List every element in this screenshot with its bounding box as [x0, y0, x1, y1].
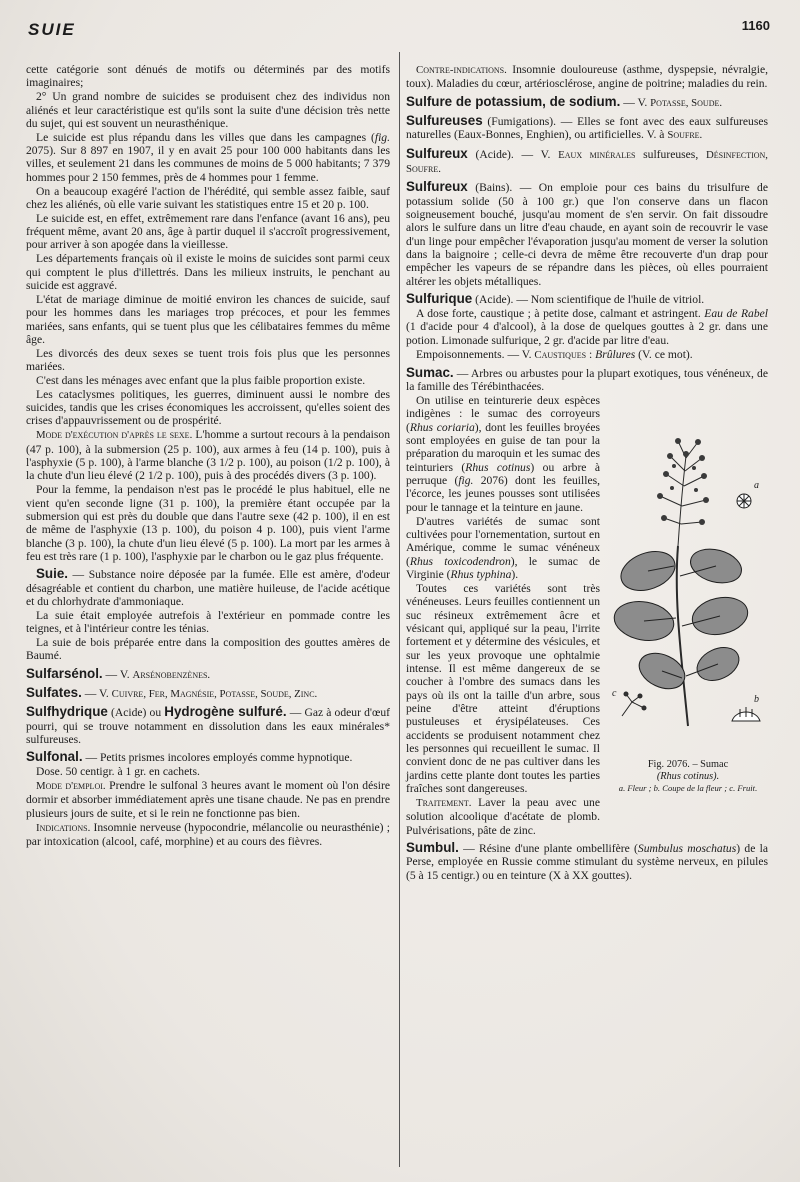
cross-reference: Eaux minérales [558, 148, 636, 161]
cross-reference: Désinfection, Soufre. [406, 148, 769, 176]
entry-suie: Suie. — Substance noire déposée par la fumée. Elle est amère, d'odeur désagréable et contient du charbon, une matière huileuse, de l'acide acétique et du chlorhydrate d'ammoniaque. [26, 566, 390, 608]
left-column [26, 63, 390, 849]
cross-reference: Arsénobenzènes. [132, 668, 211, 681]
entry-sulfureuses: Sulfureuses (Fumigations). — Elles se font avec des eaux sulfureuses naturelles (Eaux-Bonnes, Enghien), ou artificielles. V. à Soufre. [406, 113, 768, 142]
figure-legend: a. Fleur ; b. Coupe de la fleur ; c. Fruit. [618, 783, 758, 794]
sumac-illustration [608, 396, 768, 754]
subheading: Mode d'exécution d'après le sexe. [36, 429, 193, 442]
headword: Sulfhydrique [26, 704, 108, 720]
headword: Sumac. [406, 364, 454, 380]
paragraph: Mode d'exécution d'après le sexe. L'homme a surtout recours à la pendaison (47 p. 100), à la submersion (25 p. 100), aux armes à feu (14 p. 100), puis à l'asphyxie (5 p. 100), à l'arme blanche (3 1/2 p. 100), au poison (1/2 p. 100), à la chute d'un lieu élevé (2 1/2 p. 100), puis à des procédés divers (3 p. 100). [26, 428, 390, 483]
paragraph: 2° Un grand nombre de suicides se produisent chez des individus non aliénés et leur caractéristique est qu'ils sont la suite d'une décision très nette du sujet, qui est souvent un neurasthénique. [26, 90, 390, 130]
headword: Sulfurique [406, 291, 473, 307]
paragraph: La suie était employée autrefois à l'extérieur en pommade contre les teignes, et à l'intérieur contre les ténias. [26, 608, 390, 636]
paragraph: Le suicide est, en effet, extrêmement rare dans l'enfance (avant 16 ans), peu fréquent même, avant 20 ans, âge à partir duquel il s'accroît progressivement, pour arriver à son apogée dans la vieillesse. [26, 211, 390, 252]
cross-reference: Caustiques [534, 348, 587, 361]
paragraph: C'est dans les ménages avec enfant que la plus faible proportion existe. [36, 373, 366, 387]
subheading: Contre-indications. [416, 64, 507, 76]
cross-reference: Potasse, Soude. [650, 96, 723, 109]
paragraph: Empoisonnements. — V. Caustiques : Brûlures (V. ce mot). [416, 347, 693, 361]
headword: Sumbul. [406, 839, 459, 855]
paragraph: Pour la femme, la pendaison n'est pas le procédé le plus habituel, elle ne vient qu'en seconde ligne (31 p. 100), la première étant occupée par la submersion qui est près du double que dans l'autre sexe (42 p. 100), il en est de même de l'asphyxie (13 p. 100), du poison 4 p. 100), puis vient l'arme blanche (3 p. 100), la chute d'un lieu élevé (5 p. 100). La mort par les armes à feu est très rare (1 p. 100), l'asphyxie par le charbon ou le gaz plus fréquente. [26, 483, 390, 563]
label-a: a [754, 480, 759, 492]
label-c: c [612, 688, 617, 700]
paragraph: D'autres variétés de sumac sont cultivées pour l'ornementation, surtout en Amérique, comme le sumac vénéneux (Rhus toxicodendron), le sumac de Virginie (Rhus typhina). [406, 514, 600, 582]
column-divider [399, 52, 400, 1167]
running-head: SUIE [28, 20, 76, 39]
paragraph: Les départements français où il existe le moins de suicides sont parmi ceux qui comptent le plus d'illettrés. Dans les milieux instruits, le penchant au suicide est aggravé. [26, 252, 390, 292]
headword: Sulfureux [406, 145, 468, 161]
paragraph: A dose forte, caustique ; à petite dose, calmant et astringent. Eau de Rabel (1 d'acide pour 4 d'alcool), à la dose de quelques gouttes à 2 gr. dans une potion. Limonade sulfurique, 2 gr. d'acide par litre d'eau. [406, 307, 768, 347]
label-b: b [754, 694, 759, 706]
figure-2076 [608, 396, 768, 820]
paragraph: Mode d'emploi. Prendre le sulfonal 3 heures avant le moment où l'on désire dormir et absorber immédiatement après une tisane chaude. Ne pas en prendre plusieurs jours de suite, et si le rein ne fonctionne pas bien. [26, 779, 390, 820]
paragraph: La suie de bois préparée entre dans la composition des gouttes amères de Baumé. [26, 635, 390, 663]
entry-sulfureux-bains: Sulfureux (Bains). — On emploie pour ces bains du trisulfure de potassium solide (50 à 100 gr.) que l'on conserve dans un flacon soigneusement bouché, jusqu'au moment de s'en servir. On fait dissoudre alors le sulfure dans un litre d'eau chaude, en ayant soin de recouvrir le vase d'un linge pour empêcher l'évaporation jusqu'au moment de verser la solution dans la baignoire ; celle-ci devra de même être recouverte d'un drap pour empêcher les vapeurs de se répandre dans les pièces, où elles pourraient altérer les objets métalliques. [406, 179, 768, 288]
paragraph: On a beaucoup exagéré l'action de l'hérédité, qui semble assez faible, sauf chez les aliénés, où elle varie suivant les statistiques entre 15 et 20 p. 100. [26, 184, 390, 211]
entry-sulfarsenol: Sulfarsénol. — V. Arsénobenzènes. [26, 665, 211, 681]
paragraph: L'état de mariage diminue de moitié environ les chances de suicide, sauf pour les hommes dans les mariages trop précoces, et pour les femmes mariées, sans enfants, qui se tuent plus que les célibataires femmes du même âge. [26, 292, 390, 346]
paragraph: Dose. 50 centigr. à 1 gr. en cachets. [36, 765, 200, 779]
cross-reference: Cuivre, Fer, Magnésie, Potasse, Soude, Zinc. [111, 687, 318, 700]
headword: Suie. [36, 566, 68, 582]
headword: Sulfureux [406, 179, 468, 195]
headword: Sulfure de potassium, de sodium. [406, 93, 621, 109]
right-column [406, 63, 768, 882]
entry-sumbul: Sumbul. — Résine d'une plante ombellifère (Sumbulus moschatus) de la Perse, employée en Russie comme stimulant du système nerveux, en pilules (5 à 15 centigr.) ou en teinture (X à XX gouttes). [406, 839, 768, 882]
headword: Sulfonal. [26, 749, 83, 765]
headword: Sulfates. [26, 684, 82, 700]
headword: Hydrogène sulfuré. [164, 704, 287, 720]
entry-sulfonal: Sulfonal. — Petits prismes incolores employés comme hypnotique. [26, 749, 353, 765]
headword: Sulfureuses [406, 113, 483, 129]
paragraph: Traitement. Laver la peau avec une solution alcoolique d'acétate de plomb. Pulvérisations, pâte de zinc. [406, 795, 600, 837]
entry-sulfure: Sulfure de potassium, de sodium. — V. Potasse, Soude. [406, 93, 723, 109]
headword: Sulfarsénol. [26, 665, 103, 681]
paragraph: Les cataclysmes politiques, les guerres, diminuent aussi le nombre des suicides, tandis que les crises économiques les accroissent, qu'elles soient des crises d'appauvrissement ou de prospérité. [26, 387, 390, 428]
entry-sulfates: Sulfates. — V. Cuivre, Fer, Magnésie, Potasse, Soude, Zinc. [26, 684, 318, 700]
entry-sulfurique: Sulfurique (Acide). — Nom scientifique de l'huile de vitriol. [406, 291, 705, 307]
subheading: Empoisonnements. [416, 347, 505, 361]
paragraph: Contre-indications. Insomnie douloureuse (asthme, dyspepsie, névralgie, toux). Maladies du cœur, artériosclérose, angine de poitrine; maladies du rein. [406, 63, 768, 91]
subheading: Mode d'emploi. [36, 780, 106, 793]
figure-caption: Fig. 2076. – Sumac (Rhus cotinus). [647, 759, 729, 783]
paragraph: Indications. Insomnie nerveuse (hypocondrie, mélancolie ou neurasthénie) ; par intoxication (alcool, café, morphine) et au cours des fièvres. [26, 820, 390, 848]
paragraph: Toutes ces variétés sont très vénéneuses. Leurs feuilles contiennent un suc résineux extrêmement âcre et vésicant qui, appliqué sur la peau, l'irrite fortement et y détermine des vésicules, et sur les yeux provoque une ophtalmie intense. Il est même dangereux de se coucher à l'ombre des sumacs dans les pays où ils ont la taille d'un arbre, sous peine d'être atteint d'éruptions pustuleuses et érysipélateuses. Ces accidents se produisent notamment chez les personnes qui recueillent le sumac. Il convient donc de ne pas cultiver dans les jardins cette plante dont toutes les parties fraîches sont dangereuses. [406, 581, 600, 796]
paragraph: Les divorcés des deux sexes se tuent trois fois plus que les personnes mariées. [26, 346, 390, 374]
page-header [28, 16, 770, 46]
entry-sumac: Sumac. — Arbres ou arbustes pour la plupart exotiques, tous vénéneux, de la famille des Térébinthacées. [406, 364, 768, 394]
subheading: Indications. [36, 821, 91, 834]
entry-sulfureux-acide: Sulfureux (Acide). — V. Eaux minérales sulfureuses, Désinfection, Soufre. [406, 145, 769, 176]
paragraph: Le suicide est plus répandu dans les villes que dans les campagnes (fig. 2075). Sur 8 897 en 1907, il y en avait 25 pour 100 000 habitants dans les villes, et seulement 21 dans les communes de moins de 5 000 habitants; 7 379 hommes pour 2 150 femmes, près de 4 hommes pour 1 femme. [26, 130, 390, 184]
entry-sulfhydrique: Sulfhydrique (Acide) ou Hydrogène sulfuré. — Gaz à odeur d'œuf pourri, qui se trouve notamment en dissolution dans les eaux minérales* sulfureuses. [26, 704, 390, 746]
paragraph: cette catégorie sont dénués de motifs ou déterminés par des motifs imaginaires; [26, 63, 390, 90]
page-number: 1160 [741, 18, 770, 33]
cross-reference: Soufre. [667, 129, 703, 142]
subheading: Traitement. [416, 796, 472, 809]
paragraph: On utilise en teinturerie deux espèces indigènes : le sumac des corroyeurs (Rhus coriaria), dont les feuilles broyées sont employées en guise de tan pour la préparation du maroquin et les sumac des teinturiers (Rhus cotinus) ou arbre à perruque (fig. 2076) dont les feuilles, l'écorce, les jeunes pousses sont utilisées pour le tannage et la teinture en jaune. [406, 394, 601, 514]
